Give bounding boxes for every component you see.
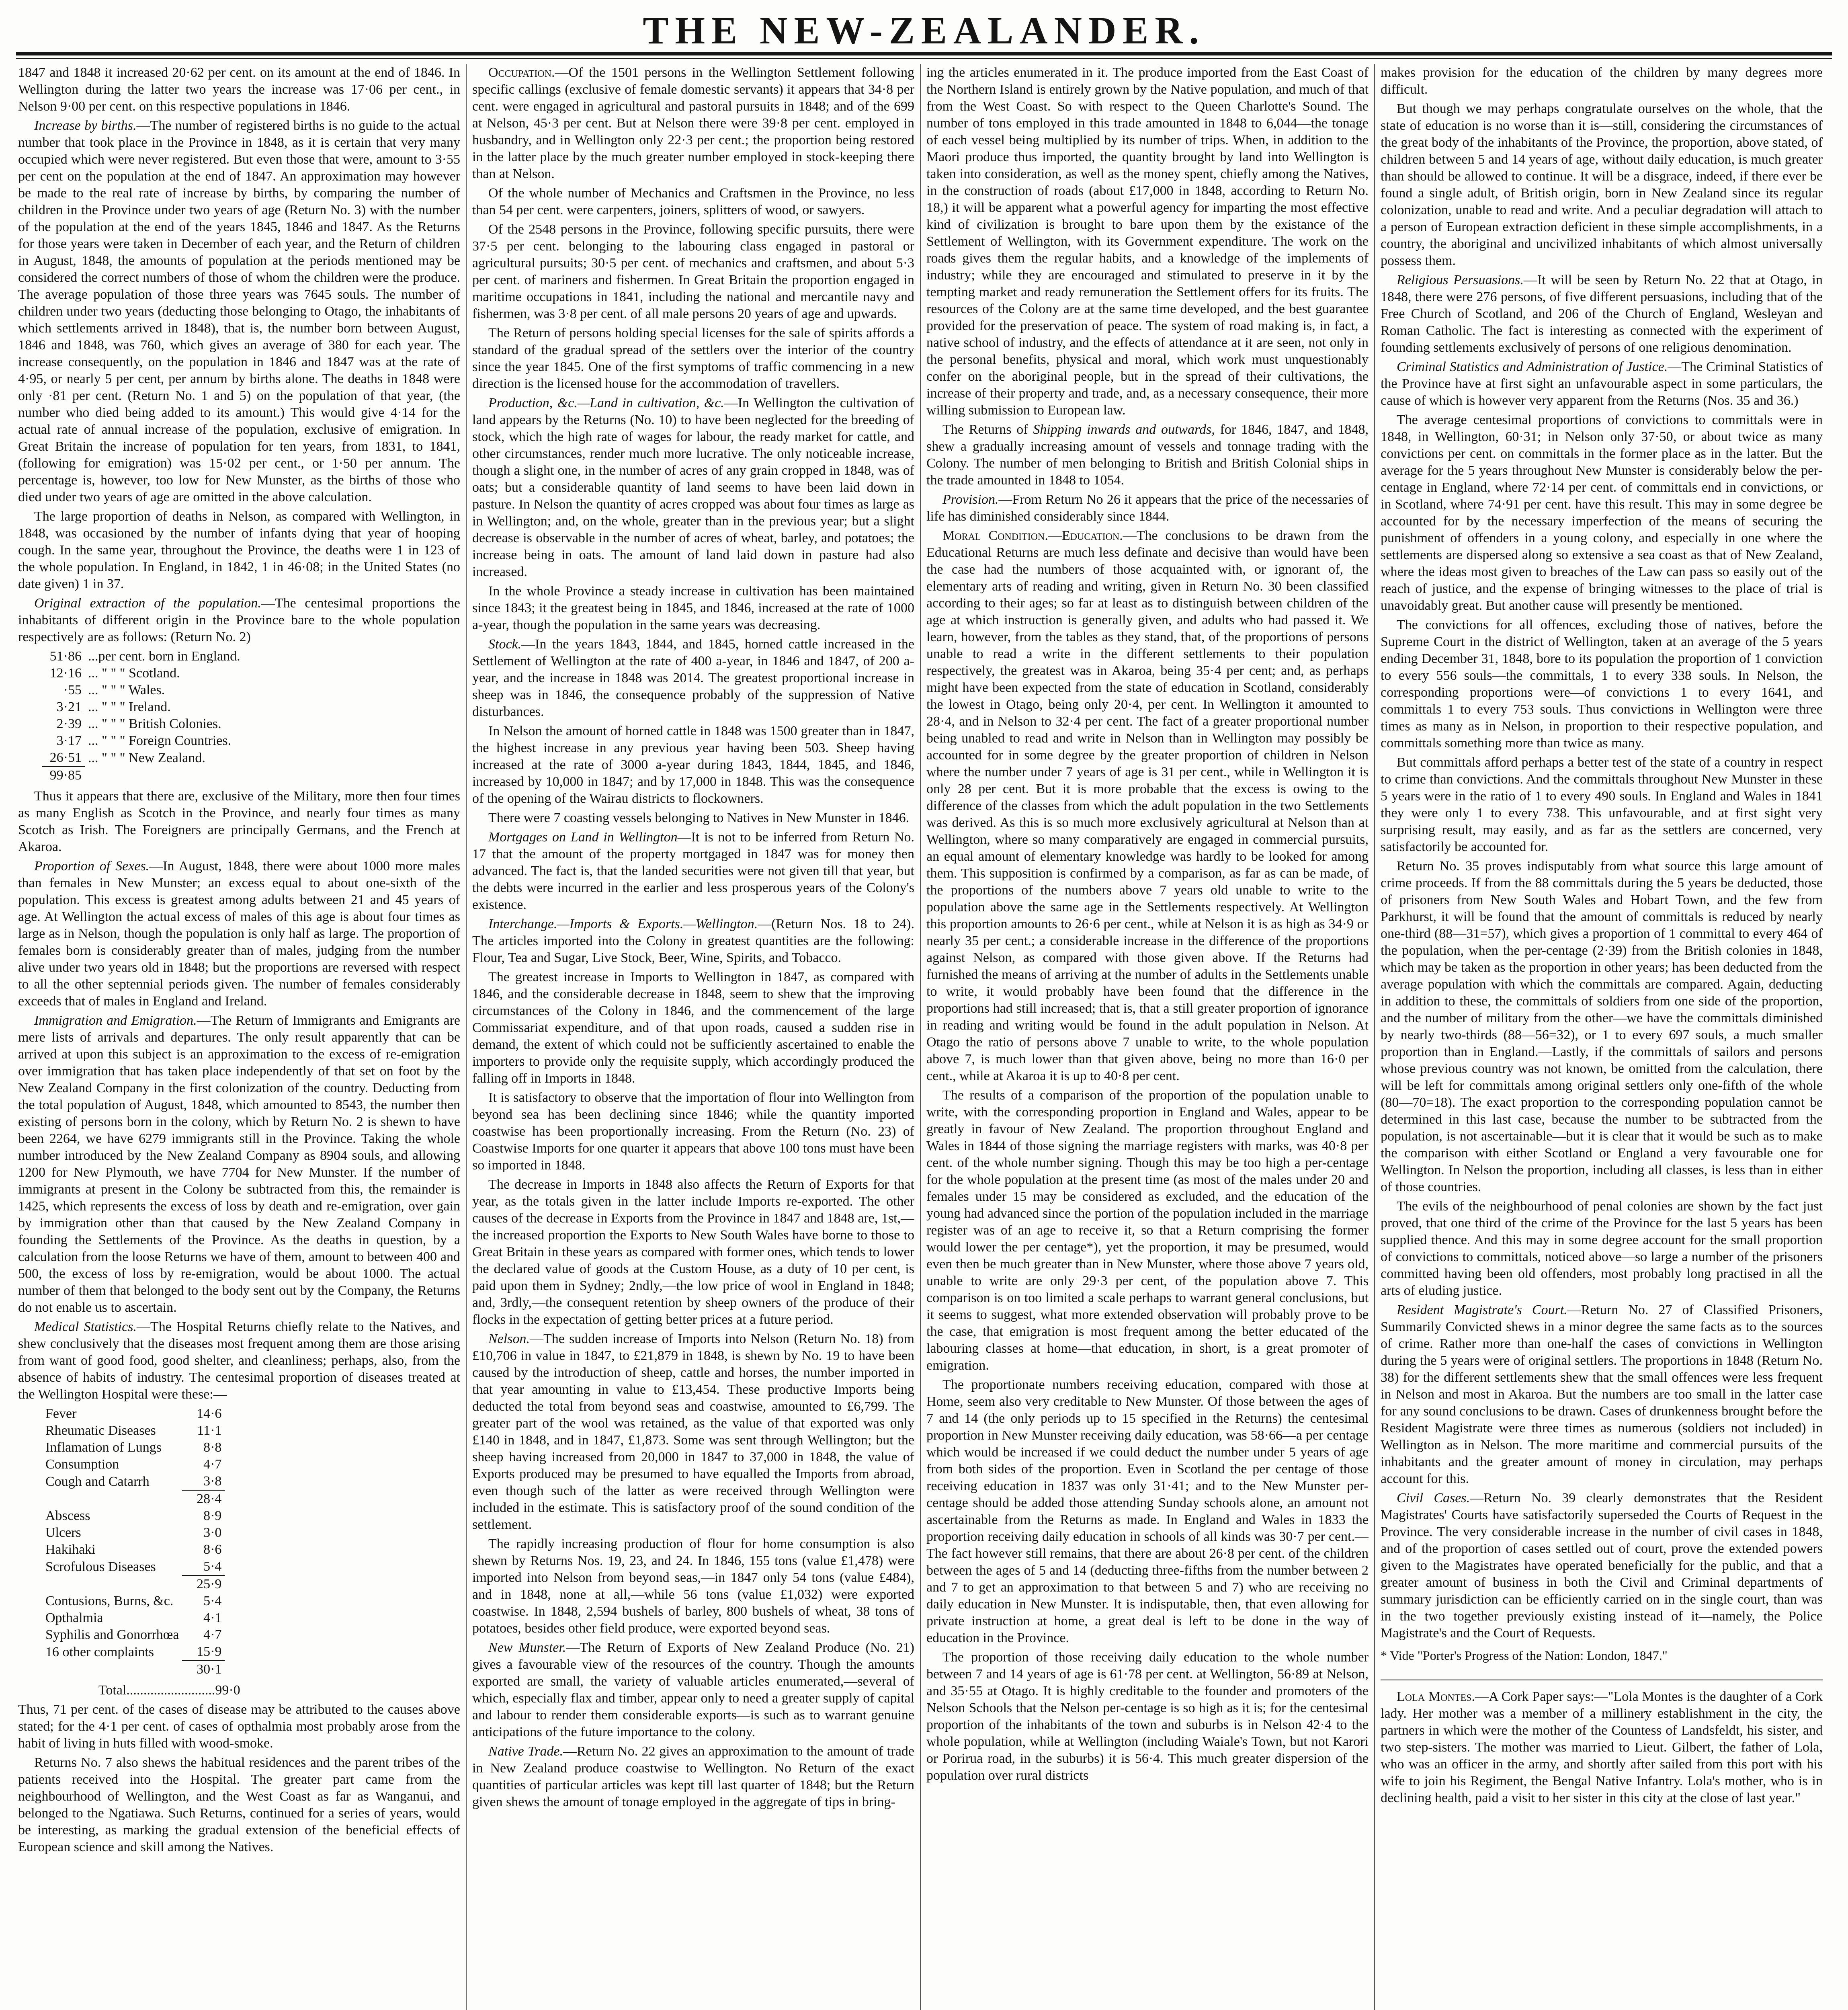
paragraph (1381, 1302, 1823, 1487)
section-heading: Immigration and Emigration. (34, 1013, 197, 1028)
table-value: 2·39 (56, 716, 82, 731)
table-row (42, 1541, 225, 1558)
paragraph (18, 1012, 460, 1316)
paragraph (472, 1331, 914, 1533)
paragraph-text: —The centesimal proportions the inhabitants of different origin in the Province bare to the whole population respectively are as follows: (Return No. 2) (18, 596, 460, 644)
paragraph-text: —In the years 1843, 1844, and 1845, horned cattle increased in the Settlement of Wellington at the rate of 400 a-year, in 1846 and 1847, of 200 a-year, and the increase in 1848 was 2014. The greatest proportional increase in sheep was in 1846, the consequence probably of the suppression of Native disturbances. (472, 637, 914, 719)
table-value: 3·0 (203, 1525, 222, 1540)
masthead-rule (16, 52, 1832, 55)
paragraph (1381, 359, 1823, 409)
table-label: ... " " " Ireland. (88, 699, 171, 714)
paragraph: The decrease in Imports in 1848 also affects the Return of Exports for that year, as the totals given in the latter include Imports re-exported. The other causes of the decrease in Exports from the Province in 1847 and 1848 are, 1st,—the increased proportion the Exports to New South Wales have borne to those to Great Britain in these years as compared with former ones, which tends to lower the declared value of goods at the Custom House, as a duty of 10 per cent, is paid upon them in Sydney; 2ndly,—the low price of wool in England in 1848; and, 3rdly,—the consequent retention by sheep owners of the produce of their flocks in the expectation of getting better prices at a future period. (472, 1177, 914, 1327)
table-label: Rheumatic Diseases (45, 1423, 156, 1438)
paragraph-text: —(Return Nos. 18 to 24). The articles imported into the Colony in greatest quantities are the following: Flour, Tea and Sugar, Live Stock, Beer, Wine, Spirits, and Tobacco. (472, 917, 914, 965)
table-value: 51·86 (49, 649, 82, 664)
table-label: Hakihaki (45, 1542, 96, 1557)
section-heading: Original extraction of the population. (34, 596, 261, 611)
paragraph: Thus it appears that there are, exclusive of the Military, more then four times as many English as Scotch in the Province, and nearly four times as many Scotch as Irish. The Foreigners are principally Germans, and the French at Akaroa. (18, 789, 460, 854)
paragraph: In the whole Province a steady increase in cultivation has been maintained since 1843; it the greatest being in 1845, and 1846, increased at the rate of 1000 a-year, though the population in the same years was decreasing. (472, 584, 914, 632)
table-subtotal: 25·9 (182, 1575, 225, 1593)
table-label: ... " " " Scotland. (88, 666, 180, 681)
section-heading: Resident Magistrate's Court. (1397, 1302, 1567, 1317)
paragraph-text: —The Criminal Statistics of the Province have at first sight an unfavourable aspect in some particulars, the cause of which is however very apparent from the Returns (Nos. 35 and 36.) (1381, 359, 1823, 408)
table-label: Opthalmia (45, 1610, 103, 1625)
section-heading: Interchange.—Imports & Exports.—Wellington. (488, 917, 758, 931)
section-heading: Provision. (942, 492, 999, 507)
table-label: Ulcers (45, 1525, 81, 1540)
column-divider (920, 64, 921, 2010)
table-subtotal-row (42, 1575, 225, 1593)
table-label: Fever (45, 1406, 77, 1421)
paragraph-text: —Return No. 27 of Classified Prisoners, Summarily Convicted shews in a minor degree the same facts as to the sources of crime. Rather more than one-half the cases of convictions in Wellington during the 5 years were of original settlers. The proportions in 1848 (Return No. 38) for the different settlements shew that the small offences were less frequent in Nelson and most in Akaroa. But the numbers are too small in the latter case for any sound conclusions to be drawn. Cases of drunkenness brought before the Resident Magistrate were three times as numerous (soldiers not included) in Wellington as in Nelson. The more maritime and commercial pursuits of the inhabitants and the greater amount of money in circulation, may perhaps account for this. (1381, 1302, 1823, 1486)
paragraph-text: —The Return of Immigrants and Emigrants are mere lists of arrivals and departures. The only result apparently that can be arrived at upon this subject is an approximation to the excess of re-emigration over immigration that has taken place independently of that set on foot by the New Zealand Company in the first colonization of the country. Deducting from the total population of August, 1848, which amounted to 8543, the number then existing of persons born in the colony, which by Return No. 2 is shewn to have been 2264, we have 6279 immigrants still in the Province. Taking the whole number introduced by the New Zealand Company as 8904 souls, and allowing 1200 for New Plymouth, we have 7704 for New Munster. If the number of immigrants at present in the Colony be subtracted from this, the remainder is 1425, which represents the excess of loss by death and re-emigration, over gain by immigration other than that caused by the New Zealand Company in founding the Settlements of the Province. As the deaths in question, by a calculation from the loose Returns we have of them, amount to between 400 and 500, the excess of loss by re-emigration, would be about 1000. The actual number of them that belonged to the body sent out by the Company, the Returns do not enable us to ascertain. (18, 1013, 460, 1315)
table-label: Inflamation of Lungs (45, 1440, 162, 1455)
table-label: 16 other complaints (45, 1644, 154, 1659)
paragraph: But though we may perhaps congratulate ourselves on the whole, that the state of education is no worse than it is—still, considering the circumstances of the great body of the inhabitants of the Province, the proportion, above stated, of children between 5 and 14 years of age, without daily education, is much greater than should be allowed to continue. It will be a disgrace, indeed, if there ever be found a single adult, of British origin, born in New Zealand since its regular colonization, unable to read and write. And a peculiar degradation will attach to a person of European extraction deficient in these simple accomplishments, in a country, the aboriginal and uncivilized inhabitants of which almost universally possess them. (1381, 101, 1823, 268)
table-label: ... " " " New Zealand. (88, 750, 205, 765)
paragraph (926, 421, 1369, 489)
paragraph (472, 64, 914, 183)
paragraph (472, 1639, 914, 1741)
paragraph (1381, 1688, 1823, 1807)
section-heading: Stock. (488, 637, 522, 652)
table-subtotal-row (42, 1661, 225, 1678)
table-value: 14·6 (197, 1406, 222, 1421)
paragraph (926, 491, 1369, 525)
section-heading: Production, &c.—Land in cultivation, &c. (488, 396, 724, 410)
table-value: ·55 (63, 683, 82, 697)
column-4 (1381, 64, 1823, 2010)
paragraph: It is satisfactory to observe that the importation of flour into Wellington from beyond sea has been declining since 1846; while the quantity imported coastwise has been proportionally increasing. From the Return (No. 23) of Coastwise Imports for one quarter it appears that above 100 tons must have been so imported in 1848. (472, 1090, 914, 1173)
table-value: 4·1 (203, 1610, 222, 1625)
table-subtotal: 28·4 (182, 1490, 225, 1508)
paragraph: But committals afford perhaps a better test of the state of a country in respect to crime than convictions. And the committals throughout New Munster in these 5 years were in the ratio of 1 to every 490 souls. In England and Wales in 1841 they were only 1 to every 738. This unfavourable, and at first sight very surprising result, may easily, and as far as the settlers are concerned, very satisfactorily be accounted for. (1381, 755, 1823, 854)
table-row (42, 1422, 225, 1439)
table-total-row (42, 767, 244, 784)
paragraph: The rapidly increasing production of flour for home consumption is also shewn by Returns Nos. 19, 23, and 24. In 1846, 155 tons (value £1,478) were imported into Nelson from beyond seas,—in 1847 only 54 tons (value £484), and in 1848, none at all,—while 56 tons (value £1,032) were exported coastwise. In 1848, 2,594 bushels of barley, 800 bushels of wheat, 38 tons of potatoes, besides other field produce, were exported beyond seas. (472, 1536, 914, 1636)
table-value: 4·7 (203, 1627, 222, 1642)
paragraph-text: for 1846, 1847, and 1848, shew a gradually increasing amount of vessels and tonnage trading with the Colony. The number of men belonging to British and British Colonial ships in the trade amounted in 1848 to 1054. (926, 422, 1369, 488)
paragraph: The large proportion of deaths in Nelson, as compared with Wellington, in 1848, was occasioned by the number of infants dying that year of hooping cough. In the same year, throughout the Province, the deaths were 1 in 123 of the whole population. In England, in 1842, 1 in 46·08; in the United States (no date given) 1 in 37. (18, 509, 460, 591)
section-heading: Native Trade. (488, 1744, 563, 1759)
section-heading: Criminal Statistics and Administration of Justice. (1397, 359, 1668, 374)
section-heading: Proportion of Sexes. (34, 859, 150, 874)
table-row (42, 665, 244, 682)
column-1 (18, 64, 460, 2010)
paragraph (18, 1319, 460, 1403)
paragraph: Of the whole number of Mechanics and Craftsmen in the Province, no less than 54 per cent. were carpenters, joiners, splitters of wood, or sawyers. (472, 186, 914, 217)
section-heading: Civil Cases. (1397, 1491, 1470, 1505)
paragraph-text: —The Return of Exports of New Zealand Produce (No. 21) gives a favourable view of the resources of the country. Though the amounts exported are small, the variety of valuable articles enumerated,—several of which, especially flax and timber, appear only to need a greater supply of capital and labour to render them considerable exports—is such as to warrant genuine anticipations of the future importance to the colony. (472, 1640, 914, 1739)
table-row (42, 716, 244, 732)
paragraph: The results of a comparison of the proportion of the population unable to write, with the corresponding proportion in England and Wales, appear to be greatly in favour of New Zealand. The proportion throughout England and Wales in 1844 of those signing the marriage registers with marks, was 40·8 per cent. of the whole number signing. Though this may be too high a per-centage for the whole population at the present time (as most of the males under 20 and females under 15 may be considered as excluded, and the education of the young had advanced since the portion of the population included in the marriage register was of an age to receive it, so that a Return comprising the former would lower the per centage*), yet the proportion, it may be presumed, would even then be much greater than in New Munster, where those above 7 years old, unable to write are only 29·3 per cent, of the population above 7. This comparison is on too limited a scale perhaps to warrant general conclusions, but it seems to suggest, what more extended observation will probably prove to be the case, that emigration is most frequent among the better educated of the labouring classes at home—that education, in short, is a great promoter of emigration. (926, 1088, 1369, 1373)
table-value: 8·8 (203, 1440, 222, 1455)
table-value: 11·1 (197, 1423, 222, 1438)
table-value: 8·9 (203, 1508, 222, 1523)
table-value: 8·6 (203, 1542, 222, 1557)
paragraph: The Return of persons holding special licenses for the sale of spirits affords a standard of the gradual spread of the settlers over the interior of the country since the year 1845. One of the first symptoms of traffic commencing in a new direction is the licensed house for the accommodation of travellers. (472, 326, 914, 391)
paragraph-text: —The sudden increase of Imports into Nelson (Return No. 18) from £10,706 in value in 1847, to £21,879 in 1848, is shewn by No. 19 to have been caused by the introduction of sheep, cattle and horses, the number imported in that year amounting in value to £13,454. These productive Imports being deducted the total from beyond seas and coastwise, amounted to £6,799. The greater part of the wool was retained, as the value of that exported was only £140 in 1848, and in 1847, £1,873. Some was sent through Wellington; but the sheep having increased from 20,000 in 1847 to 37,000 in 1848, the value of Exports produced may be presumed to have equalled the Imports from abroad, even though such of the latter as were received through Wellington were included in the estimate. This is satisfactory proof of the sound condition of the settlement. (472, 1331, 914, 1532)
table-value: 15·9 (197, 1644, 222, 1659)
paragraph: Returns No. 7 also shews the habitual residences and the parent tribes of the patients received into the Hospital. The greater part came from the neighbourhood of Wellington, and the West Coast as far as Wanganui, and belonged to the Ngatiawa. Such Returns, continued for a series of years, would be interesting, as marking the gradual extension of the beneficial effects of European science and skill among the Natives. (18, 1755, 460, 1854)
paragraph-text: —A Cork Paper says:—"Lola Montes is the daughter of a Cork lady. Her mother was a member of a millinery establishment in the city, the partners in which were the mother of the Countess of Landsfeldt, his sister, and two step-sisters. The mother was married to Lieut. Gilbert, the father of Lola, who was an officer in the army, and shortly after sailed from this port with his wife to join his Regiment, the Bengal Native Infantry. Lola's mother, who is in declining health, paid a visit to her sister in this city at the close of last year." (1381, 1689, 1823, 1805)
table-value: 5·4 (203, 1594, 222, 1608)
table-row (42, 1456, 225, 1473)
paragraph (18, 117, 460, 506)
table-label: Abscess (45, 1508, 90, 1523)
table-subtotal: 30·1 (182, 1661, 225, 1678)
paragraph (1381, 272, 1823, 356)
table-row (42, 1524, 225, 1541)
table-label: ... " " " Wales. (88, 683, 165, 697)
paragraph: Of the 2548 persons in the Province, following specific pursuits, there were 37·5 per cent. belonging to the labouring class engaged in pastoral or agricultural pursuits; 30·5 per cent. of mechanics and craftsmen, and about 5·3 per cent. of mariners and fishermen. In Great Britain the proportion engaged in maritime occupations in 1841, including the national and mercantile navy and fishermen, was 3·8 per cent. of all male persons 20 years of age and upwards. (472, 222, 914, 321)
paragraph-text: —Return No. 22 gives an approximation to the amount of trade in New Zealand produce coastwise to Wellington. No Return of the exact quantities of particular articles was kept till last quarter of 1848; but the Return given shews the amount of tonage employed in the aggregate of tips in bring- (472, 1744, 914, 1809)
paragraph: The proportion of those receiving daily education to the whole number between 7 and 14 years of age is 61·78 per cent. at Wellington, 56·89 at Nelson, and 35·55 at Otago. It is highly creditable to the founder and promoters of the Nelson Schools that the Nelson per-centage is so high as it is; for the centesimal proportion of the inhabitants of the town and suburbs is in Nelson 42·4 to the whole population, while at Wellington (including Waiale's Town, but not Karori or Porirua road, in the suburbs) it is 56·4. This much greater dispersion of the population over rural districts (926, 1650, 1369, 1783)
column-divider (1374, 64, 1375, 2010)
section-heading: New Munster. (488, 1640, 566, 1655)
paragraph (926, 527, 1369, 1085)
paragraph: The convictions for all offences, excluding those of natives, before the Supreme Court in the district of Wellington, taken at an average of the 5 years ending December 31, 1848, bore to its population the proportion of 1 conviction to every 556 souls—the committals, 1 to every 338 souls. In Nelson, the corresponding proportions were—of convictions 1 to every 1641, and committals 1 to every 753 souls. Thus convictions in Wellington were three times as many as in Nelson, in proportion to their respective population, and committals something more than twice as many. (1381, 617, 1823, 751)
paragraph: makes provision for the education of the children by many degrees more difficult. (1381, 65, 1823, 97)
section-heading: Moral Condition.—Education. (942, 528, 1123, 543)
table-value: 4·7 (203, 1457, 222, 1472)
paragraph-text: —Of the 1501 persons in the Wellington Settlement following specific callings (exclusive of female domestic servants) it appears that 34·8 per cent. were engaged in agricultural and pastoral pursuits in 1848; and of the 699 at Nelson, 45·3 per cent. But at Nelson there were 39·8 per cent. employed in husbandry, and in Wellington only 22·3 per cent.; the proportion being restored in the latter place by the much greater number employed in stock-keeping there than at Nelson. (472, 65, 914, 181)
masthead-rule-thin (16, 58, 1832, 59)
paragraph-text: —From Return No 26 it appears that the price of the necessaries of life has diminished considerably since 1844. (926, 492, 1369, 524)
paragraph: There were 7 coasting vessels belonging to Natives in New Munster in 1846. (488, 810, 910, 825)
table-total: 99·85 (42, 767, 85, 784)
table-label: ...per cent. born in England. (88, 649, 240, 664)
section-heading: Mortgages on Land in Wellington (488, 830, 678, 845)
paragraph: The evils of the neighbourhood of penal colonies are shown by the fact just proved, that one third of the crime of the Province for the last 5 years has been supplied thence. And this may in some degree account for the small proportion of convictions to committals, noticed above—so large a number of the prisoners committed having been old offenders, most probably long practised in all the arts of eluding justice. (1381, 1199, 1823, 1298)
table-label: Scrofulous Diseases (45, 1559, 156, 1574)
column-divider (466, 64, 467, 2010)
table-value: 3·17 (56, 733, 82, 748)
emphasis-text: Shipping inwards and outwards, (1033, 422, 1215, 437)
section-heading: Religious Persuasions. (1397, 273, 1524, 287)
paragraph: The greatest increase in Imports to Wellington in 1847, as compared with 1846, and the considerable decrease in 1848, seem to shew that the improving circumstances of the Colony in 1846, and the commencement of the large Commissariat expenditure, and of that upon roads, caused a sudden rise in demand, the extent of which could not be sufficiently ascertained to enable the importers to provide only the requisite supply, which accordingly produced the falling off in Imports in 1848. (472, 970, 914, 1086)
table-row (42, 1593, 225, 1610)
table-label: Contusions, Burns, &c. (45, 1594, 174, 1608)
paragraph-text: The Returns of (942, 422, 1033, 437)
paragraph (472, 636, 914, 720)
paragraph (472, 829, 914, 913)
medical-table (42, 1405, 225, 1678)
paragraph-text: —Return No. 39 clearly demonstrates that the Resident Magistrates' Courts have satisfactorily superseded the Courts of Request in the Province. The very considerable increase in the number of civil cases in 1848, and of the proportion of cases settled out of court, prove the extended powers given to the Magistrates have operated beneficially for the public, and that a greater amount of business in both the Civil and Criminal departments of summary jurisdiction can be efficiently carried on in the single court, than was in the two together previously existing instead of it—namely, the Police Magistrate's and the Court of Requests. (1381, 1491, 1823, 1641)
table-grand-total: Total..........................99·0 (98, 1683, 240, 1698)
table-row (42, 732, 244, 749)
table-value: 26·51 (49, 750, 82, 765)
paragraph-text: —In August, 1848, there were about 1000 more males than females in New Munster; an excess equal to about one-sixth of the population. This excess is greatest among adults between 21 and 45 years of age. At Wellington the actual excess of males of this age is about four times as large as in Nelson, though the population is only half as large. The proportion of females born is considerably greater than of males, judging from the number alive under two years old in 1848; but the proportions are reversed with respect to all the other septennial periods given. The number of females considerably exceeds that of males in England and Ireland. (18, 859, 460, 1009)
table-value: 5·4 (203, 1559, 222, 1574)
table-value: 3·21 (56, 699, 82, 714)
paragraph: The average centesimal proportions of convictions to committals were in 1848, in Wellington, 60·31; in Nelson only 37·50, or about twice as many convictions per cent. on committals in the former place as in the latter. But the average for the 5 years throughout New Munster is considerably below the per-centage in England, where 72·14 per cent. of committals end in convictions, or in Scotland, where 74·91 per cent. have this result. This may in some degree be accounted for by the necessary imperfection of the means of securing the punishment of offenders in a young colony, and especially in one where the settlements are dispersed along so extensive a sea coast as that of New Zealand, where the ideas most given to breaches of the Law can pass so easily out of the reach of justice, and the expense of bringing witnesses to the place of trial is unavoidably great. But another cause will presently be mentioned. (1381, 412, 1823, 613)
section-heading: Lola Montes. (1397, 1689, 1475, 1704)
paragraph-text: —The number of registered births is no guide to the actual number that took place in the Province in 1848, as it is certain that very many occupied which were never registered. But even those that were, amount to 3·55 per cent on the population at the end of 1847. An approximation may however be made to the real rate of increase by births, by comparing the number of children in the Province under two years of age (Return No. 3) with the number of the population at the end of the years 1845, 1846 and 1847. As the Returns for those years were taken in December of each year, and the Return of children in August, 1848, the amounts of population at the periods mentioned may be considered the correct numbers of those of whom the children were the produce. The average population of those three years was 7645 souls. The number of children under two years (deducting those belonging to Otago, the inhabitants of which settlements arrived in 1848), that is, the number born between August, 1846 and 1848, was 760, which gives an average of 380 for each year. The increase consequently, on the population in 1846 and 1847 was at the rate of 4·95, or nearly 5 per cent, per annum by births alone. The deaths in 1848 were only ·81 per cent. (Return No. 1 and 5) on the population of that year, (the number who died being added to its amount.) This would give 4·14 for the actual rate of annual increase of the population, exclusive of emigration. In Great Britain the increase of population for ten years, from 1831, to 1841, (following for emigration) was 15·02 per cent., or 1·50 per annum. The percentage is, however, too low for New Munster, as the births of those who died under two years of age are omitted in the above calculation. (18, 118, 460, 505)
paragraph: 1847 and 1848 it increased 20·62 per cent. on its amount at the end of 1846. In Wellington during the latter two years the increase was 17·06 per cent., in Nelson 9·00 per cent. on this respective populations in 1846. (18, 65, 460, 114)
table-row (42, 1626, 225, 1643)
paragraph: In Nelson the amount of horned cattle in 1848 was 1500 greater than in 1847, the highest increase in any previous year having been 503. Sheep having increased at the rate of 3000 a-year during 1843, 1844, 1845, and 1846, increased by 10,000 in 1847; and by 17,000 in 1848. This was the consequence of the opening of the Wairau districts to flockowners. (472, 724, 914, 806)
section-heading: Nelson. (488, 1331, 530, 1346)
table-label: Cough and Catarrh (45, 1474, 150, 1489)
masthead-title: THE NEW-ZEALANDER. (643, 9, 1205, 52)
paragraph-text: —It is not to be inferred from Return No. 17 that the amount of the property mortgaged in 1847 was for money then advanced. The fact is, that the landed securities were not given till that year, but the debts were incurred in the earlier and less prosperous years of the Colony's existence. (472, 830, 914, 912)
paragraph: Thus, 71 per cent. of the cases of disease may be attributed to the causes above stated; for the 4·1 per cent. of cases of opthalmia most probably arose from the habit of living in huts filled with wood-smoke. (18, 1702, 460, 1751)
origin-table (42, 648, 244, 784)
table-row (42, 682, 244, 699)
section-heading: Increase by births. (34, 118, 137, 133)
table-row (42, 1558, 225, 1575)
table-label: Consumption (45, 1457, 119, 1472)
paragraph-text: —It will be seen by Return No. 22 that at Otago, in 1848, there were 276 persons, of five different persuasions, including that of the Free Church of Scotland, and 206 of the Church of England, Wesleyan and Roman Catholic. The fact is interesting as connected with the experiment of founding settlements exclusively of persons of one religious denomination. (1381, 273, 1823, 355)
column-2 (472, 64, 914, 2010)
table-value: 3·8 (203, 1474, 222, 1489)
paragraph (18, 595, 460, 646)
table-label: Syphilis and Gonorrhœa (45, 1627, 179, 1642)
paragraph-text: —In Wellington the cultivation of land appears by the Returns (No. 10) to have been neglected for the breeding of stock, which the high rate of wages for labour, the ready market for cattle, and other circumstances, render much more lucrative. The only noticeable increase, though a slight one, in the number of acres of any grain cropped in 1848, was of oats; but a considerable quantity of land seems to have been laid down in pasture. In Nelson the quantity of acres cropped was about four times as large as in Wellington; and, on the whole, greater than in the previous year; but a slight decrease is observable in the number of acres of wheat, barley, and potatoes; the increase being in oats. The amount of land laid down in pasture had also increased. (472, 396, 914, 579)
paragraph (472, 1743, 914, 1811)
table-row (42, 1643, 225, 1661)
paragraph-text: —The conclusions to be drawn from the Educational Returns are much less definate and decisive than would have been the case had the numbers of those acquainted with, or ignorant of, the elementary arts of reading and writing, given in Return No. 30 been classified according to their ages; so far at least as to distinguish between children of the age at which instruction is generally given, and adults who had passed it. We learn, however, from the tables as they stand, that, of the proportions of persons unable to read a write in the different settlements to their population respectively, the greatest was in Akaroa, being 35·4 per cent; and, as perhaps might have been expected from the state of education in Scotland, considerably the lowest in Otago, being only 20·4, per cent. In Wellington it amounted to 28·4, and in Nelson to 32·4 per cent. The fact of a greater proportional number being unabled to read and write in Nelson than in Wellington may possibly be accounted for in some degree by the greater proportion of children in Nelson where the number under 7 years of age is 31 per cent., while in Wellington it is only 28 per cent. But it is more probable that the excess is owing to the difference of the classes from which the adult population in the two Settlements was derived. As this is so much more exclusively agricultural at Nelson than at Wellington, where so many comparatively are engaged in commercial pursuits, an equal amount of elementary knowledge was hardly to be looked for among them. This supposition is confirmed by a comparison, as far as can be made, of the proportions of the numbers above 7 years old unable to write to the population above the same age in the Settlements respectively. At Wellington this proportion amounts to 26·6 per cent., while at Nelson it is as high as 34·9 or nearly 35 per cent.; a considerable increase in the difference of the proportions against Nelson, as compared with those given above. If the Returns had furnished the means of arriving at the number of adults in the Settlements unable to write, it would probably have been found that the difference in the proportions had still increased; that is, that a still greater proportion of ignorance in reading and writing would be found in the adult population in Nelson. At Otago the ratio of persons above 7 unable to write, to the whole population above 7, is much lower than that given above, being no more than 16·0 per cent., while at Akaroa it is up to 40·8 per cent. (926, 528, 1369, 1083)
table-row (42, 1610, 225, 1626)
table-subtotal-row (42, 1490, 225, 1508)
paragraph (472, 395, 914, 580)
section-heading: Medical Statistics. (34, 1319, 137, 1334)
table-label: ... " " " Foreign Countries. (88, 733, 232, 748)
table-row (42, 749, 244, 767)
paragraph (18, 858, 460, 1010)
table-label: ... " " " British Colonies. (88, 716, 221, 731)
table-row (42, 1439, 225, 1456)
footnote: * Vide "Porter's Progress of the Nation: London, 1847." (1381, 1648, 1668, 1663)
section-heading: Occupation. (488, 65, 555, 80)
paragraph: The proportionate numbers receiving education, compared with those at Home, seem also very creditable to New Munster. Of those between the ages of 7 and 14 (the only periods up to 15 specified in the Returns) the centesimal proportion in New Munster receiving daily education, was 58·66—a per centage which would be increased if we could deduct the number under 5 years of age from both sides of the proportion. Even in Scotland the per centage of those receiving education in 1837 was only 31·41; and to the New Munster per-centage should be added those attending Sunday schools alone, an amount not ascertainable from the Returns as made. In England and Wales in 1833 the proportion receiving daily education in schools of all kinds was 30·7 per cent.—The fact however still remains, that there are about 26·8 per cent. of the children between the ages of 5 and 14 (deducting three-fifths from the number between 2 and 7 to get an approximation to that between 5 and 7) who are receiving no daily education in New Munster. It is indisputable, then, that even allowing for private instruction at home, a great deal is left to be done in the way of education in the Province. (926, 1377, 1369, 1645)
paragraph (472, 916, 914, 966)
table-row (42, 648, 244, 665)
table-row (42, 1473, 225, 1490)
paragraph: ing the articles enumerated in it. The produce imported from the East Coast of the Northern Island is entirely grown by the Native population, and much of that from the West Coast. So with respect to the Queen Charlotte's Sound. The number of tons employed in this trade amounted in 1848 to 6,044—the tonage of each vessel being multiplied by its number of trips. When, in addition to the Maori produce thus imported, the quantity brought by land into Wellington is taken into consideration, as well as the money spent, chiefly among the Natives, in the construction of roads (about £17,000 in 1848, according to Return No. 18,) it will be apparent what a powerful agency for imparting the most effective kind of civilization is brought to bare upon them by the existance of the Settlement of Wellington, with its Government expenditure. The work on the roads gives them the regular habits, and a knowledge of the implements of industry; while they are encouraged and stimulated to preserve in it by the tempting market and ready remuneration the Settlement offers for its fruits. The resources of the Colony are at the same time developed, and the best guarantee provided for the preservation of peace. The system of road making is, in fact, a native school of industry, and the effects of attendance at it are seen, not only in the personal benefits, physical and moral, which work must unquestionably confer on the aboriginal people, but in the spread of their cultivations, the increase of their property and trade, and, as a necessary consequence, their more willing submission to European law. (926, 65, 1369, 418)
paragraph-text: —The Hospital Returns chiefly relate to the Natives, and shew conclusively that the diseases most frequent among them are those arising from want of good food, good shelter, and cleanliness; perhaps, also, from the absence of habits of industry. The centesimal proportion of diseases treated at the Wellington Hospital were these:— (18, 1319, 460, 1402)
table-row (42, 1405, 225, 1422)
paragraph: Return No. 35 proves indisputably from what source this large amount of crime proceeds. If from the 88 committals during the 5 years be deducted, those of prisoners from New South Wales and Hobart Town, and the few from Parkhurst, it will be found that the amount of committals is reduced by nearly one-third (88—31=57), which gives a proportion of 1 committal to every 464 of the population, when the per-centage (2·39) from the British colonies in 1848, which may be taken as the proportion in other years; has been deducted from the average population with which the committals are compared. Again, deducting in addition to these, the committals of soldiers from one side of the proportion, and the number of military from the other—we have the committals diminished by nearly two-thirds (88—56=32), or 1 to every 697 souls, a much smaller proportion than in England.—Lastly, if the committals of sailors and persons whose previous country was not known, be omitted from the calculation, there will be left for committals among original settlers only one-fifth of the whole (80—70=18). The exact proportion to the corresponding population cannot be determined in this last case, because the number to be subtracted from the population, is not ascertainable—but it is clear that it would be such as to make the comparison with either Scotland or England a very favourable one for Wellington. In Nelson the proportion, including all classes, is less than in either of those countries. (1381, 859, 1823, 1194)
paragraph (1381, 1490, 1823, 1642)
table-value: 12·16 (49, 666, 82, 681)
table-row (42, 699, 244, 716)
column-3 (926, 64, 1369, 2010)
table-row (42, 1508, 225, 1524)
